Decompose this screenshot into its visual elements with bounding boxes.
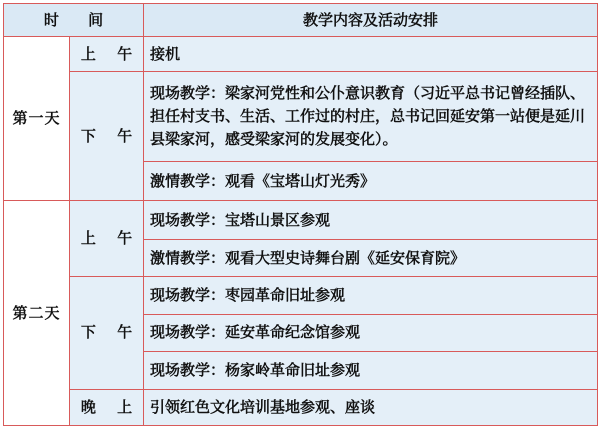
table-row [4, 277, 598, 314]
schedule-table [3, 3, 598, 426]
day-label: 第二天 [4, 201, 70, 426]
table-row [4, 389, 598, 425]
day-label: 第一天 [4, 37, 70, 201]
header-time: 时 间 [4, 4, 144, 37]
activity-item: 现场教学：枣园革命旧址参观 [144, 277, 598, 314]
period-label: 下 午 [70, 277, 144, 389]
activity-item: 现场教学：杨家岭革命旧址参观 [144, 352, 598, 389]
activity-item: 激情教学：观看大型史诗舞台剧《延安保育院》 [144, 239, 598, 276]
period-label: 上 午 [70, 201, 144, 277]
table-row [4, 37, 598, 72]
activity-item: 激情教学：观看《宝塔山灯光秀》 [144, 161, 598, 201]
activity-item: 接机 [144, 37, 598, 72]
period-label: 下 午 [70, 72, 144, 201]
table-header-row [4, 4, 598, 37]
activity-item: 现场教学：宝塔山景区参观 [144, 201, 598, 239]
period-label: 上 午 [70, 37, 144, 72]
activity-item: 现场教学：延安革命纪念馆参观 [144, 314, 598, 351]
period-label: 晚 上 [70, 389, 144, 425]
header-content: 教学内容及活动安排 [144, 4, 598, 37]
activity-item: 现场教学：梁家河党性和公仆意识教育（习近平总书记曾经插队、担任村支书、生活、工作过的村庄，总书记回延安第一站便是延川县梁家河，感受梁家河的发展变化）。 [144, 72, 598, 161]
activity-item: 引领红色文化培训基地参观、座谈 [144, 389, 598, 425]
table-row [4, 201, 598, 239]
table-row [4, 72, 598, 161]
